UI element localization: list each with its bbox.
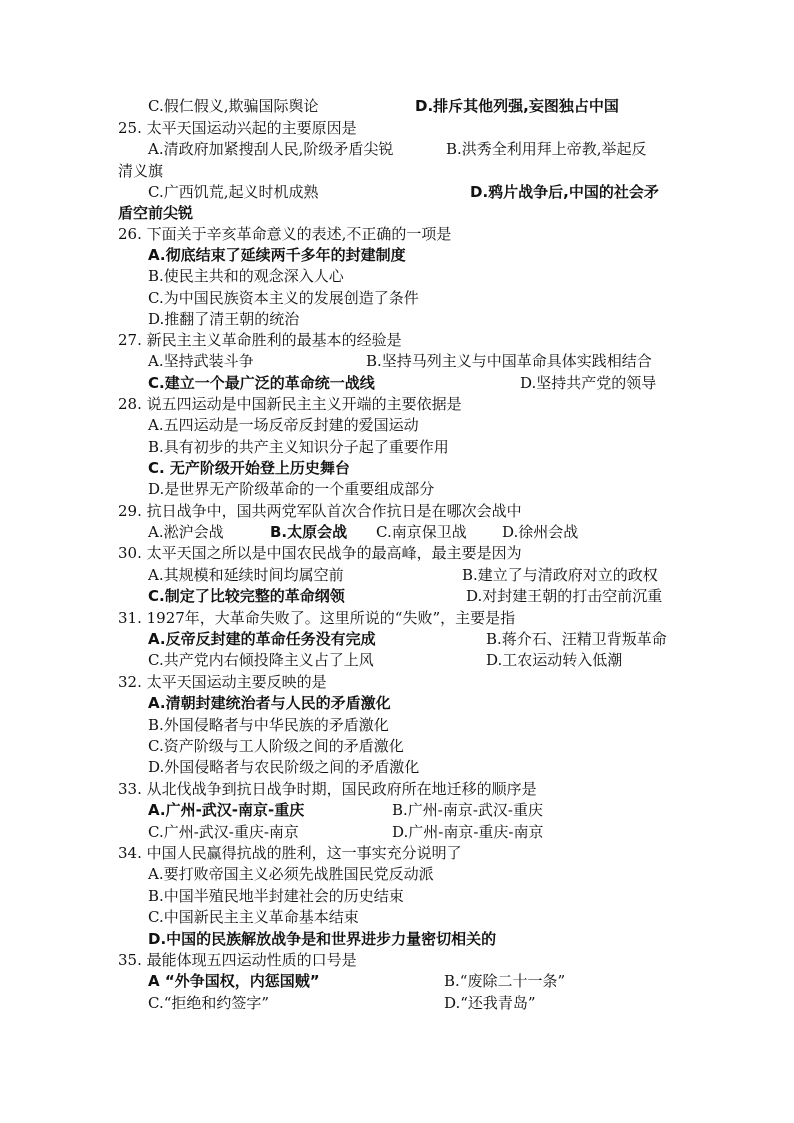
q30-option-a: A.其规模和延续时间均属空前 [148,566,344,584]
q30-option-b: B.建立了与清政府对立的政权 [462,566,658,584]
q31-option-a: A.反帝反封建的革命任务没有完成 [148,630,376,648]
q31-option-c: C.共产党内右倾投降主义占了上风 [148,651,374,669]
q30-option-c: C.制定了比较完整的革命纲领 [148,587,345,605]
q29-option-c: C.南京保卫战 [376,523,467,541]
q32-option-c: C.资产阶级与工人阶级之间的矛盾激化 [148,737,404,755]
q25-option-b: B.洪秀全利用拜上帝教,举起反 [446,140,647,158]
q28-option-c: C. 无产阶级开始登上历史舞台 [148,459,350,477]
q35-option-d: D.“还我青岛” [444,994,536,1012]
q34-option-d: D.中国的民族解放战争是和世界进步力量密切相关的 [148,930,497,948]
q29-option-d: D.徐州会战 [502,523,579,541]
q31-option-b: B.蒋介石、汪精卫背叛革命 [486,630,667,648]
q35-option-b: B.“废除二十一条” [444,972,566,990]
q33-option-c: C.广州-武汉-重庆-南京 [148,823,299,841]
q24-option-d: D.排斥其他列强,妄图独占中国 [415,97,619,115]
q32-option-b: B.外国侵略者与中华民族的矛盾激化 [148,716,389,734]
q25-option-b-cont: 清义旗 [118,162,164,180]
q33-option-a: A.广州-武汉-南京-重庆 [148,801,305,819]
q35-stem: 35. 最能体现五四运动性质的口号是 [118,951,357,969]
q32-option-a: A.清朝封建统治者与人民的矛盾激化 [148,694,391,712]
q32-option-d: D.外国侵略者与农民阶级之间的矛盾激化 [148,758,420,776]
q27-option-a: A.坚持武装斗争 [148,352,254,370]
q28-option-d: D.是世界无产阶级革命的一个重要组成部分 [148,480,435,498]
q33-option-d: D.广州-南京-重庆-南京 [392,823,544,841]
q30-stem: 30. 太平天国之所以是中国农民战争的最高峰，最主要是因为 [118,544,522,562]
q24-option-c: C.假仁假义,欺骗国际舆论 [148,97,319,115]
q35-option-a: A “外争国权，内惩国贼” [148,972,320,990]
q26-option-c: C.为中国民族资本主义的发展创造了条件 [148,289,419,307]
q25-stem: 25. 太平天国运动兴起的主要原因是 [118,119,357,137]
q25-option-a: A.清政府加紧搜刮人民,阶级矛盾尖锐 [148,140,394,158]
q29-option-b: B.太原会战 [270,523,348,541]
q33-stem: 33. 从北伐战争到抗日战争时期，国民政府所在地迁移的顺序是 [118,780,537,798]
q26-option-b: B.使民主共和的观念深入人心 [148,267,344,285]
q28-stem: 28. 说五四运动是中国新民主主义开端的主要依据是 [118,395,462,413]
q25-option-d-cont: 盾空前尖锐 [118,204,194,222]
q34-option-b: B.中国半殖民地半封建社会的历史结束 [148,887,404,905]
q35-option-c: C.“拒绝和约签字” [148,994,270,1012]
q28-option-b: B.具有初步的共产主义知识分子起了重要作用 [148,438,449,456]
q27-stem: 27. 新民主主义革命胜利的最基本的经验是 [118,331,402,349]
q28-option-a: A.五四运动是一场反帝反封建的爱国运动 [148,416,419,434]
q34-option-c: C.中国新民主主义革命基本结束 [148,908,359,926]
q26-stem: 26. 下面关于辛亥革命意义的表述,不正确的一项是 [118,225,452,243]
q32-stem: 32. 太平天国运动主要反映的是 [118,673,327,691]
q31-option-d: D.工农运动转入低潮 [486,651,623,669]
q29-option-a: A.淞沪会战 [148,523,224,541]
q26-option-a: A.彻底结束了延续两千多年的封建制度 [148,246,406,264]
q27-option-b: B.坚持马列主义与中国革命具体实践相结合 [366,352,652,370]
q33-option-b: B.广州-南京-武汉-重庆 [392,801,543,819]
q27-option-c: C.建立一个最广泛的革命统一战线 [148,374,375,392]
q27-option-d: D.坚持共产党的领导 [520,374,657,392]
q25-option-c: C.广西饥荒,起义时机成熟 [148,183,319,201]
q34-option-a: A.要打败帝国主义必须先战胜国民党反动派 [148,865,434,883]
q34-stem: 34. 中国人民赢得抗战的胜利，这一事实充分说明了 [118,844,462,862]
q25-option-d: D.鸦片战争后,中国的社会矛 [470,183,659,201]
q26-option-d: D.推翻了清王朝的统治 [148,310,300,328]
q30-option-d: D.对封建王朝的打击空前沉重 [466,587,663,605]
q29-stem: 29. 抗日战争中，国共两党军队首次合作抗日是在哪次会战中 [118,502,522,520]
q31-stem: 31. 1927年，大革命失败了。这里所说的“失败”，主要是指 [118,609,516,627]
